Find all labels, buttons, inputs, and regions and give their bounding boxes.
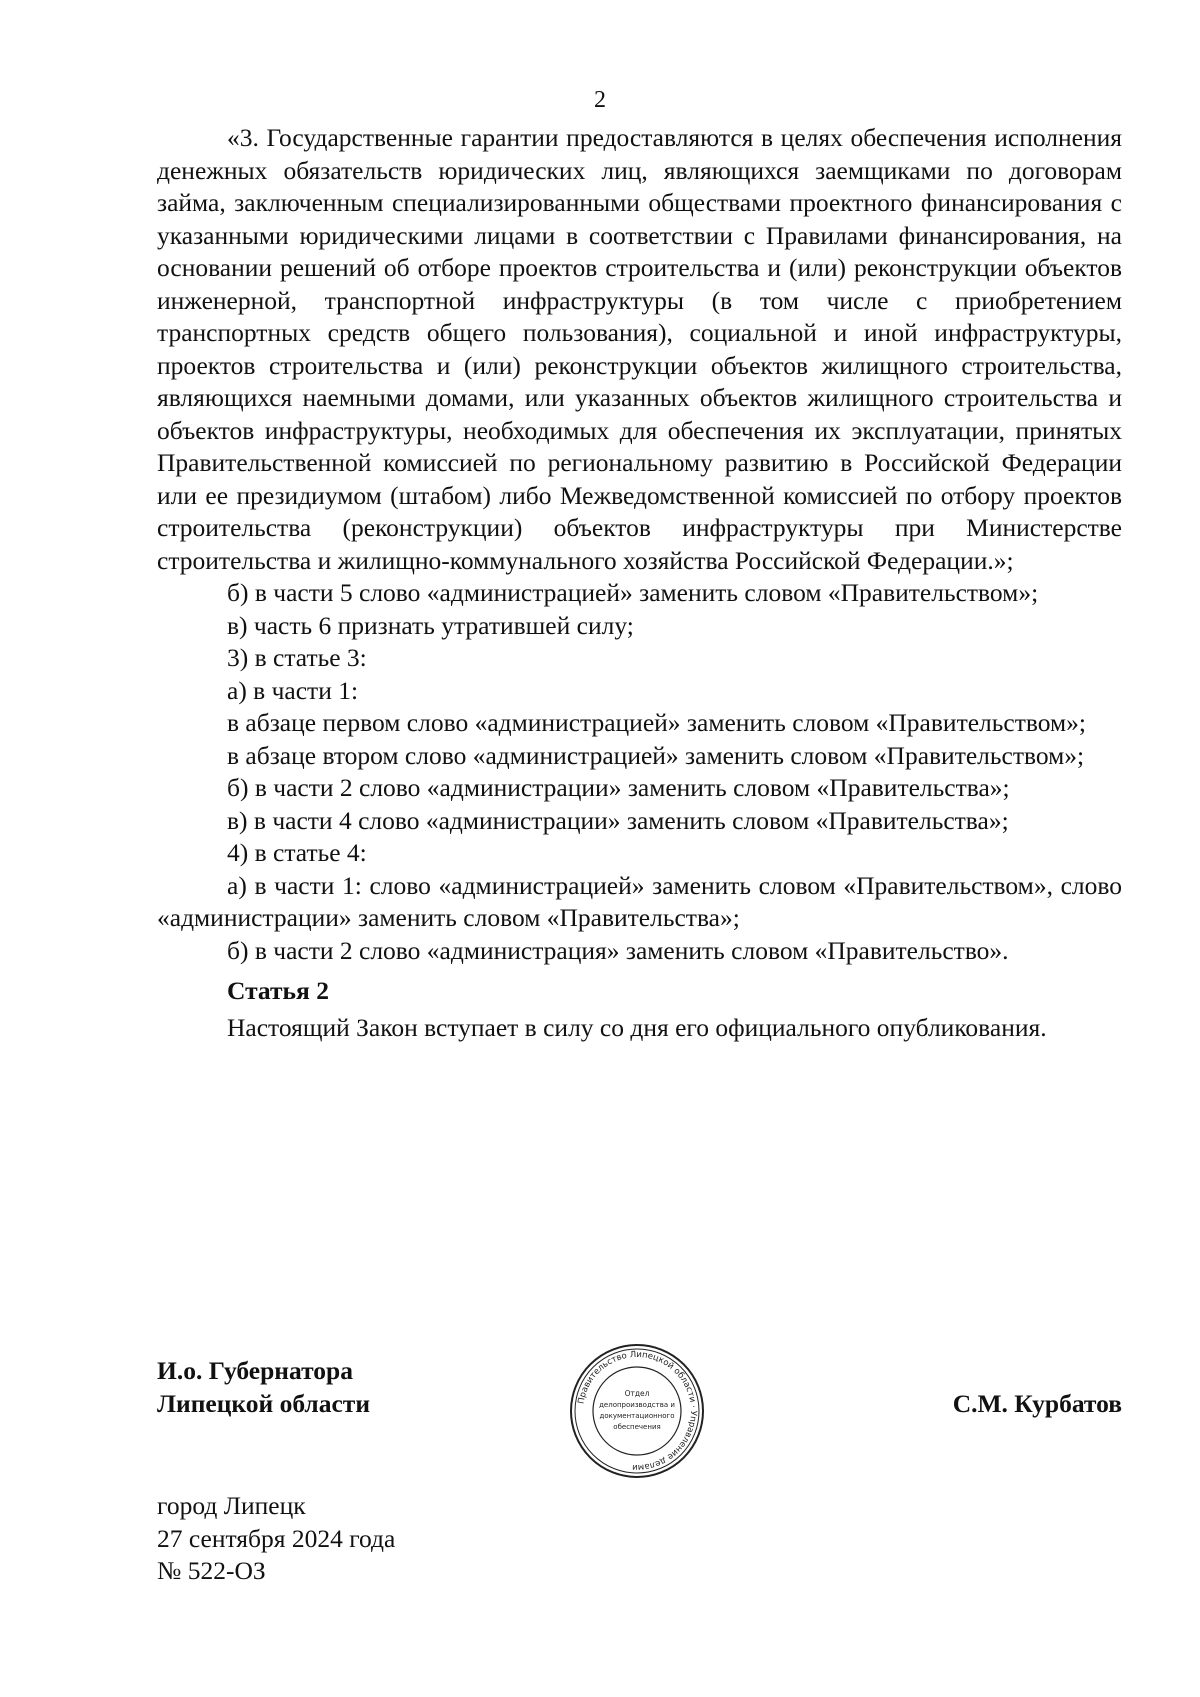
paragraph-article4-part1: а) в части 1: слово «администрацией» заменить словом «Правительством», слово «администрации» заменить словом «Правительства»; <box>157 870 1122 932</box>
page-number: 2 <box>594 87 606 113</box>
seal-inner-line4: обеспечения <box>613 1423 661 1431</box>
paragraph-article3-part1: а) в части 1: <box>227 675 359 705</box>
footer-law-number: № 522-ОЗ <box>157 1556 266 1585</box>
paragraph-article3: 3) в статье 3: <box>227 643 367 672</box>
footer-date: 27 сентября 2024 года <box>157 1523 396 1553</box>
document-body <box>157 122 1122 1044</box>
paragraph-part5: б) в части 5 слово «администрацией» заменить словом «Правительством»; <box>227 578 1039 607</box>
official-seal <box>567 1341 707 1481</box>
seal-outer-text: Правительство Липецкой области · Управление делами <box>576 1349 699 1473</box>
signer-title <box>157 1355 370 1420</box>
paragraph-first-abzac: в абзаце первом слово «администрацией» заменить словом «Правительством»; <box>227 708 1086 737</box>
signer-title-line1: И.о. Губернатора <box>157 1356 353 1385</box>
paragraph-part6: в) часть 6 признать утратившей силу; <box>227 610 634 640</box>
paragraph-guarantees: «3. Государственные гарантии предоставляются в целях обеспечения исполнения денежных обязательств юридических лиц, являющихся заемщиками по договорам займа, заключенным специализированными обществами проектного финансирования с указанными юридическими лицами в соответствии с Правилами финансирования, на основании решений об отборе проектов строительства и (или) реконструкции объектов инженерной, транспортной инфраструктуры (в том числе с приобретением транспортных средств общего пользования), социальной и иной инфраструктуры, проектов строительства и (или) реконструкции объектов жилищного строительства, являющихся наемными домами, или указанных объектов жилищного строительства и объектов инфраструктуры, необходимых для обеспечения их эксплуатации, принятых Правительственной комиссией по региональному развитию в Российской Федерации или ее президиумом (штабом) либо Межведомственной комиссией по отбору проектов строительства (реконструкции) объектов инфраструктуры при Министерстве строительства и жилищно-коммунального хозяйства Российской Федерации.»; <box>157 123 1122 575</box>
footer-city: город Липецк <box>157 1491 306 1520</box>
article-2-title: Статья 2 <box>227 976 329 1005</box>
signature-block <box>157 1345 1122 1473</box>
seal-inner-line3: документационного <box>599 1412 675 1420</box>
paragraph-article4: 4) в статье 4: <box>227 838 367 867</box>
seal-inner-line2: делопроизводства и <box>599 1401 675 1409</box>
paragraph-article3-part2: б) в части 2 слово «администрации» заменить словом «Правительства»; <box>227 773 1010 802</box>
seal-inner-line1: Отдел <box>624 1389 650 1398</box>
document-footer <box>157 1490 395 1588</box>
paragraph-article4-part2: б) в части 2 слово «администрация» заменить словом «Правительство». <box>227 935 1009 965</box>
signer-title-line2: Липецкой области <box>157 1388 371 1418</box>
paragraph-second-abzac: в абзаце втором слово «администрацией» заменить словом «Правительством»; <box>227 740 1085 770</box>
paragraph-article3-part4: в) в части 4 слово «администрации» заменить словом «Правительства»; <box>227 805 1009 835</box>
signer-name: С.М. Курбатов <box>952 1389 1122 1418</box>
article-2-text: Настоящий Закон вступает в силу со дня его официального опубликования. <box>227 1012 1047 1042</box>
